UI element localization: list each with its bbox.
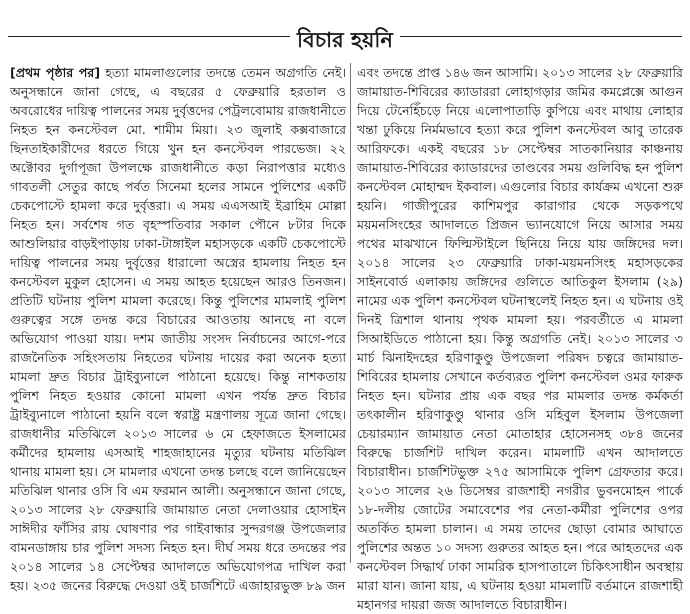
continuation-kicker: [প্রথম পৃষ্ঠার পর] [10,65,101,80]
headline-rule-left [8,36,290,37]
article-headline: বিচার হয়নি [297,28,393,52]
article-column-left [10,63,347,593]
headline-row [0,22,690,52]
column-divider [350,63,351,563]
headline-rule-right [400,36,682,37]
column-right-text: এবং তদন্তে প্রাপ্ত ১৪৬ জন আসামি। ২০১৩ সালের ২৮ ফেব্রুয়ারি জামায়াত-শিবিরের ক্যাডাররা লোহাগড়ার জমির কমপ্লেক্সে আগুন দিয়ে টেনেহিঁচড়ে নিয়ে এলোপাতাড়ি কুপিয়ে এবং মাথায় লোহার খন্তা ঢুকিয়ে নির্মমভাবে হত্যা করে পুলিশ কনস্টেবল আবু তারেক আরিফকে। একই বছরের ১৮ সেপ্টেম্বর সাতকানিয়ার কাঞ্চনায় জামায়াত-শিবিরের ক্যাডারদের তাণ্ডবের সময় গুলিবিদ্ধ হন পুলিশ কনস্টেবল মোহাম্মদ ইকবাল। এগুলোর বিচার কার্যক্রম এখনো শুরু হয়নি। গাজীপুরের কাশিমপুর কারাগার থেকে সড়কপথে ময়মনসিংহের আদালতে প্রিজন ভ্যানযোগে নিয়ে আসার সময় পথের মাঝখানে ফিল্মিস্টাইলে ছিনিয়ে নিয়ে যায় জঙ্গিদের দল। ২০১৪ সালের ২৩ ফেব্রুয়ারি ঢাকা-ময়মনসিংহ মহাসড়কের সাইনবোর্ড এলাকায় জঙ্গিদের গুলিতে আতিকুল ইসলাম (২৯) নামের এক পুলিশ কনস্টেবল ঘটনাস্থলেই নিহত হন। এ ঘটনায় ওই দিনই ত্রিশাল থানায় পৃথক মামলা হয়। পরবর্তীতে এ মামলা সিআইডিতে পাঠানো হয়। কিন্তু অগ্রগতি নেই। ২০১৩ সালের ৩ মার্চ ঝিনাইদহের হরিণাকুণ্ডু উপজেলা পরিষদ চত্বরে জামায়াত-শিবিরের হামলায় সেখানে কর্তব্যরত পুলিশ কনস্টেবল ওমর ফারুক নিহত হন। ঘটনার প্রায় এক বছর পর মামলার তদন্ত কর্মকর্তা তৎকালীন হরিণাকুণ্ডু থানার ওসি মহিবুল ইসলাম উপজেলা চেয়ারম্যান জামায়াত নেতা মোতাহার হোসেনসহ ৩৮৪ জনের বিরুদ্ধে চার্জশিট দাখিল করেন। মামলাটি এখন আদালতে বিচারাধীন। চার্জশিটভুক্ত ২৭৫ আসামিকে পুলিশ গ্রেফতার করে। ২০১৩ সালের ২৬ ডিসেম্বর রাজশাহী নগরীর ভুবনমোহন পার্কে ১৮-দলীয় জোটের সমাবেশের পর নেতা-কর্মীরা পুলিশের ওপর অতর্কিত হামলা চালান। এ সময় তাদের ছোড়া বোমার আঘাতে পুলিশের অন্তত ১০ সদস্য গুরুতর আহত হন। পরে আহতদের এক কনস্টেবল সিদ্ধার্থ ঢাকা সামরিক হাসপাতালে চিকিৎসাধীন অবস্থায় মারা যান। জানা যায়, এ ঘটনায় হওয়া মামলাটি বর্তমানে রাজশাহী মহানগর দায়রা জজ আদালতে বিচারাধীন। [357,65,683,612]
column-left-text: হত্যা মামলাগুলোর তদন্তে তেমন অগ্রগতি নেই। অনুসন্ধানে জানা গেছে, এ বছরের ৫ ফেব্রুয়ারি হরতাল ও অবরোধের দায়িত্ব পালনের সময় দুর্বৃত্তদের পেট্রলবোমায় রাজধানীতে নিহত হন কনস্টেবল মো. শামীম মিয়া। ২৩ জুলাই কক্সবাজারে ছিনতাইকারীদের ধরতে গিয়ে খুন হন কনস্টেবল পারভেজ। ২২ অক্টোবর দুর্গাপূজা উপলক্ষে রাজধানীতে কড়া নিরাপত্তার মধ্যেও গাবতলী সেতুর কাছে পর্বত সিনেমা হলের সামনে পুলিশের একটি চেকপোস্টে হামলা করে দুর্বৃত্তরা। এ সময় এএসআই ইব্রাহিম মোল্লা নিহত হন। সর্বশেষ গত বৃহস্পতিবার সকাল পৌনে ৮টার দিকে আশুলিয়ার বাড়ইপাড়ায় ঢাকা-টাঙ্গাইল মহাসড়কে একটি চেকপোস্টে দায়িত্ব পালনের সময় দুর্বৃত্তের ধারালো অস্ত্রের হামলায় নিহত হন কনস্টেবল মুকুল হোসেন। এ সময় আহত হয়েছেন আরও তিনজন। প্রতিটি ঘটনায় পুলিশ মামলা করেছে। কিন্তু পুলিশের মামলাই পুলিশ গুরুত্বের সঙ্গে তদন্ত করে বিচারের আওতায় আনছে না বলে অভিযোগ পাওয়া যায়। দশম জাতীয় সংসদ নির্বাচনের আগে-পরে রাজনৈতিক সহিংসতায় নিহতের ঘটনায় দায়ের করা অনেক হত্যা মামলা দ্রুত বিচার ট্রাইব্যুনালে পাঠানো হয়েছে। কিন্তু নাশকতায় পুলিশ নিহত হওয়ার কোনো মামলা এখন পর্যন্ত দ্রুত বিচার ট্রাইব্যুনালে পাঠানো হয়নি বলে স্বরাষ্ট্র মন্ত্রণালয় সূত্রে জানা গেছে। রাজধানীর মতিঝিলে ২০১৩ সালের ৬ মে হেফাজতে ইসলামের কর্মীদের হামলায় এসআই শাহজাহানের মৃত্যুর ঘটনায় মতিঝিল থানায় মামলা হয়। সে মামলার এখনো তদন্ত চলছে বলে জানিয়েছেন মতিঝিল থানার ওসি বি এম ফরমান আলী। অনুসন্ধানে জানা গেছে, ২০১৩ সালের ২৮ ফেব্রুয়ারি জামায়াত নেতা দেলাওয়ার হোসাইন সাঈদীর ফাঁসির রায় ঘোষণার পর গাইবান্ধার সুন্দরগঞ্জ উপজেলার বামনডাঙ্গায় চার পুলিশ সদস্য নিহত হন। দীর্ঘ সময় ধরে তদন্তের পর ২০১৪ সালের ১৪ সেপ্টেম্বর আদালতে অভিযোগপত্র দাখিল করা হয়। ২৩৫ জনের বিরুদ্ধে দেওয়া ওই চার্জশিটে এজাহারভুক্ত ৮৯ জন [10,65,347,593]
article-column-right [357,63,683,612]
